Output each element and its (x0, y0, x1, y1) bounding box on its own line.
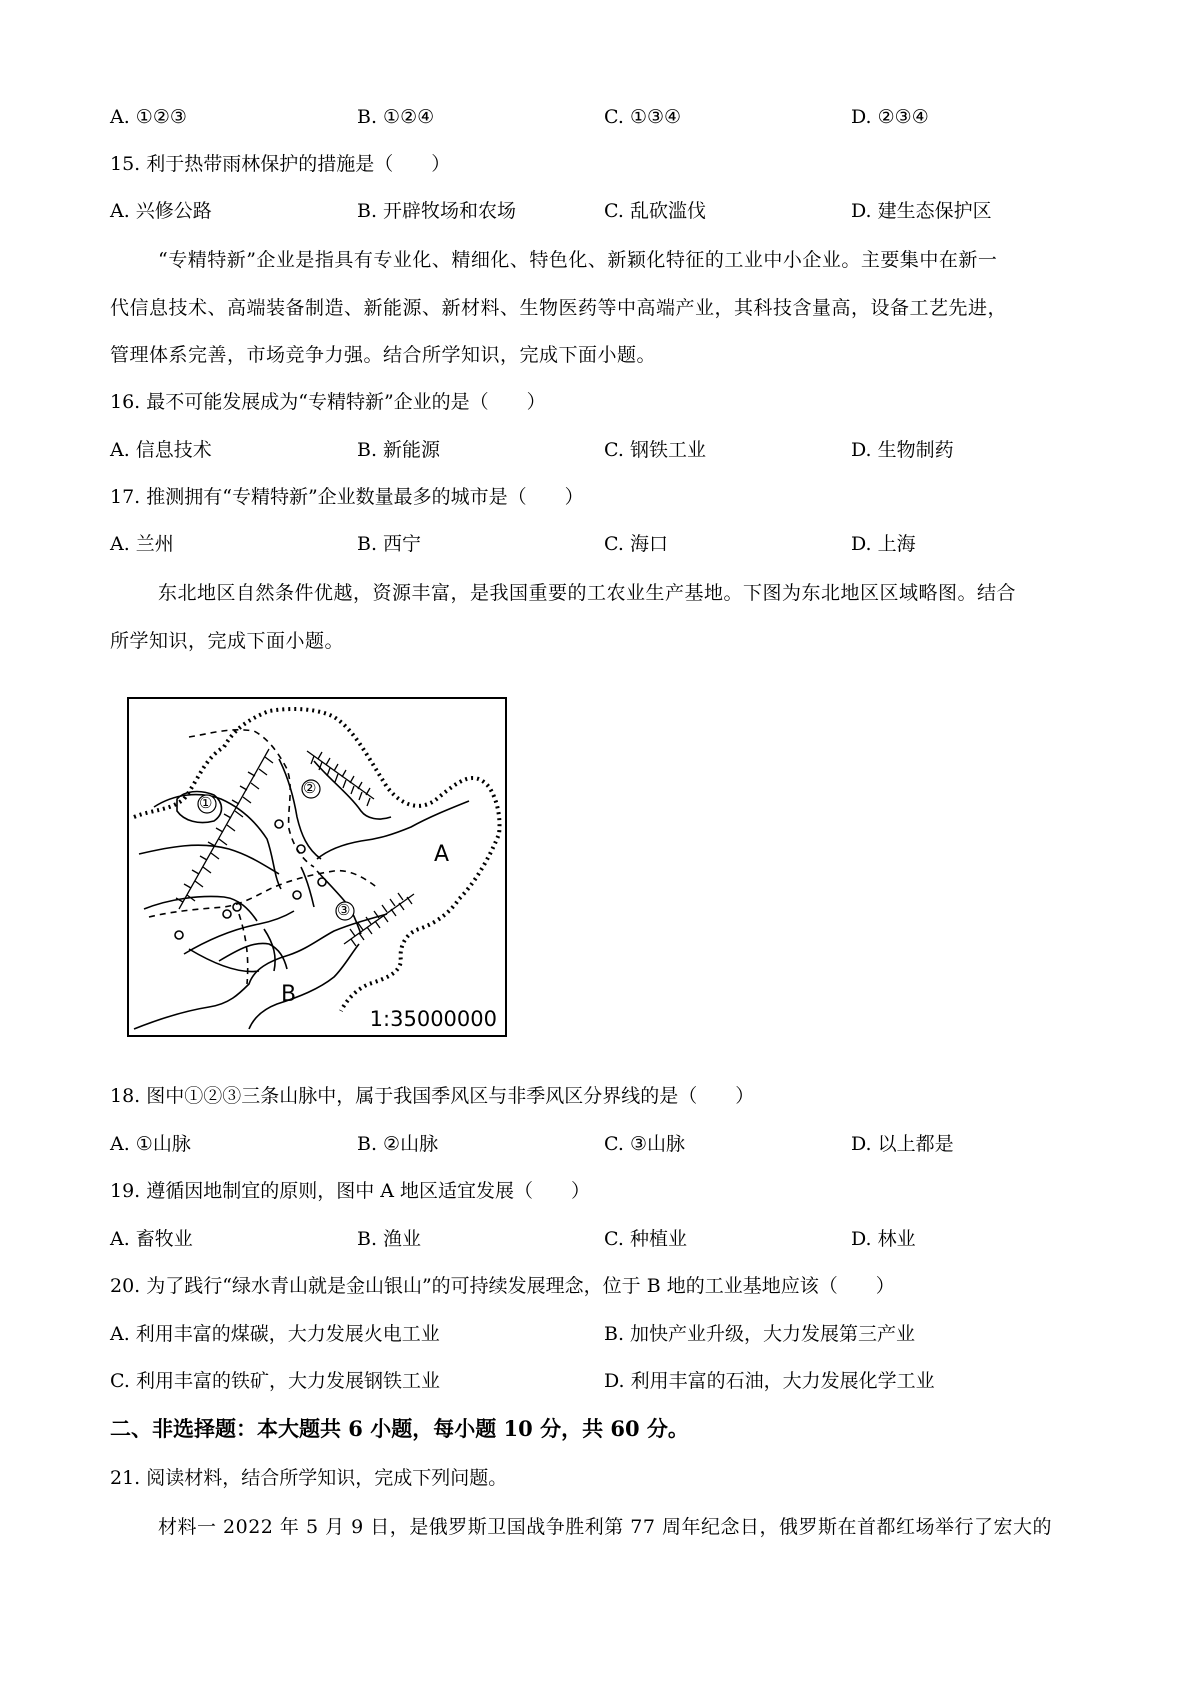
q16-option-b: B. 新能源 (357, 439, 441, 461)
intro-16-17-line-1: “专精特新”企业是指具有专业化、精细化、特色化、新颖化特征的工业中小企业。主要集中在新一 (158, 249, 998, 271)
q17-option-d: D. 上海 (851, 533, 916, 555)
q18-option-c: C. ③山脉 (604, 1133, 685, 1155)
q15-option-c: C. 乱砍滥伐 (604, 200, 706, 222)
q15-option-b: B. 开辟牧场和农场 (357, 200, 517, 222)
q16-option-d: D. 生物制药 (851, 439, 954, 461)
q16-stem: 16. 最不可能发展成为“专精特新”企业的是（ ） (110, 391, 546, 413)
intro-18-20-line-1: 东北地区自然条件优越，资源丰富，是我国重要的工农业生产基地。下图为东北地区区域略图。结合 (158, 582, 1017, 604)
q20-option-a: A. 利用丰富的煤碳，大力发展火电工业 (110, 1323, 440, 1345)
q16-option-a: A. 信息技术 (110, 439, 212, 461)
q18-stem: 18. 图中①②③三条山脉中，属于我国季风区与非季风区分界线的是（ ） (110, 1085, 755, 1107)
q17-stem: 17. 推测拥有“专精特新”企业数量最多的城市是（ ） (110, 486, 584, 508)
q15-stem: 15. 利于热带雨林保护的措施是（ ） (110, 153, 451, 175)
section-2-heading: 二、非选择题：本大题共 6 小题，每小题 10 分，共 60 分。 (110, 1416, 689, 1441)
q17-option-b: B. 西宁 (357, 533, 422, 555)
q17-option-c: C. 海口 (604, 533, 668, 555)
q15-option-a: A. 兴修公路 (110, 200, 212, 222)
q17-option-a: A. 兰州 (110, 533, 174, 555)
intro-16-17-line-3: 管理体系完善，市场竞争力强。结合所学知识，完成下面小题。 (110, 344, 657, 366)
q16-option-c: C. 钢铁工业 (604, 439, 706, 461)
q14-option-c: C. ①③④ (604, 106, 682, 128)
q14-option-a: A. ①②③ (110, 106, 187, 128)
map-marker-3: ③ (337, 901, 351, 919)
q19-stem: 19. 遵循因地制宜的原则，图中 A 地区适宜发展（ ） (110, 1180, 591, 1202)
map-marker-1: ① (199, 794, 213, 812)
q18-option-a: A. ①山脉 (110, 1133, 191, 1155)
q19-option-c: C. 种植业 (604, 1228, 687, 1250)
intro-16-17-line-2: 代信息技术、高端装备制造、新能源、新材料、生物医药等中高端产业，其科技含量高，设备工艺先进， (110, 297, 1008, 319)
map-label-a: A (434, 842, 450, 867)
q19-option-d: D. 林业 (851, 1228, 916, 1250)
q20-option-b: B. 加快产业升级，大力发展第三产业 (604, 1323, 916, 1345)
intro-18-20-line-2: 所学知识，完成下面小题。 (110, 630, 345, 652)
map-label-b: B (281, 982, 297, 1007)
map-scale: 1:35000000 (369, 1007, 497, 1031)
q18-option-b: B. ②山脉 (357, 1133, 439, 1155)
q21-stem: 21. 阅读材料，结合所学知识，完成下列问题。 (110, 1467, 508, 1489)
q14-option-d: D. ②③④ (851, 106, 929, 128)
q18-option-d: D. 以上都是 (851, 1133, 954, 1155)
q20-stem: 20. 为了践行“绿水青山就是金山银山”的可持续发展理念，位于 B 地的工业基地应该（ ） (110, 1275, 895, 1297)
q14-option-b: B. ①②④ (357, 106, 435, 128)
map-drawing (129, 699, 507, 1037)
q20-option-d: D. 利用丰富的石油，大力发展化学工业 (604, 1370, 935, 1392)
q21-material-1: 材料一 2022 年 5 月 9 日，是俄罗斯卫国战争胜利第 77 周年纪念日，俄罗斯在首都红场举行了宏大的 (158, 1516, 1053, 1538)
q15-option-d: D. 建生态保护区 (851, 200, 992, 222)
q19-option-b: B. 渔业 (357, 1228, 422, 1250)
q19-option-a: A. 畜牧业 (110, 1228, 193, 1250)
q20-option-c: C. 利用丰富的铁矿，大力发展钢铁工业 (110, 1370, 440, 1392)
map-marker-2: ② (303, 779, 317, 797)
northeast-region-map (127, 697, 507, 1037)
